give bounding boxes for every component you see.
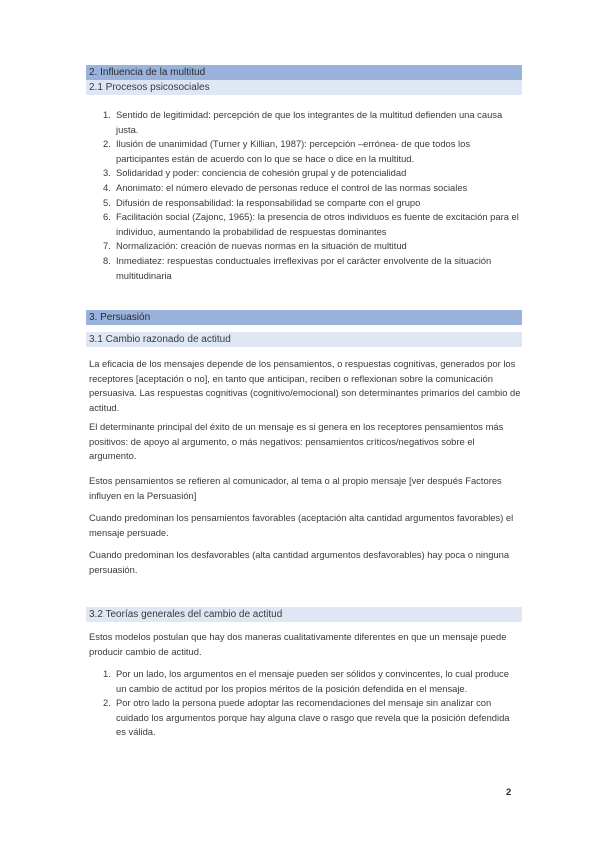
list-item: 4. Anonimato: el número elevado de personas reduce el control de las normas sociales bbox=[103, 181, 468, 193]
list-item: 8. Inmediatez: respuestas conductuales irreflexivas por el carácter envolvente de la situación multitudinaria bbox=[103, 254, 492, 281]
list-item: 2. Ilusión de unanimidad (Turner y Killian, 1987): percepción –errónea- de que todos los participantes están de acuerdo con lo que se hace o dice en la multitud. bbox=[103, 138, 471, 164]
list-item: 3. Solidaridad y poder: conciencia de cohesión grupal y de potencialidad bbox=[103, 167, 407, 179]
subsection-heading-procesos: 2.1 Procesos psicosociales bbox=[86, 80, 522, 95]
paragraph: El determinante principal del éxito de un mensaje es si genera en los receptores pensamientos más positivos: de apoyo al argumento, o más negativos: pensamientos críticos/negativos sobre el argumento. bbox=[89, 421, 504, 462]
subsection-heading-cambio-razonado: 3.1 Cambio razonado de actitud bbox=[86, 332, 522, 347]
list-item: 7. Normalización: creación de nuevas normas en la situación de multitud bbox=[103, 240, 407, 252]
paragraph: Estos pensamientos se refieren al comunicador, al tema o al propio mensaje [ver después Factores influyen en la Persuasión] bbox=[89, 475, 502, 501]
list-item: 6. Facilitación social (Zajonc, 1965): la presencia de otros individuos es fuente de excitación para el individuo, aumentando la probabilidad de respuestas dominantes bbox=[103, 211, 519, 237]
paragraph: Cuando predominan los pensamientos favorables (aceptación alta cantidad argumentos favorables) el mensaje persuade. bbox=[89, 512, 514, 538]
list-item: 1. Por un lado, los argumentos en el mensaje pueden ser sólidos y convincentes, lo cual produce un cambio de actitud por los propios méritos de la posición defendida en el mensaje. bbox=[103, 668, 509, 694]
subsection-heading-teorias: 3.2 Teorías generales del cambio de actitud bbox=[86, 607, 522, 622]
paragraph: La eficacia de los mensajes depende de los pensamientos, o respuestas cognitivas, generados por los receptores [aceptación o no], en tanto que anticipan, reciben o reflexionan sobre la comunicación persuasiva. Las respuestas cognitivas (cognitivo/emocional) son determinantes primarios del cambio de actitud. bbox=[89, 358, 521, 413]
list-item: 5. Difusión de responsabilidad: la responsabilidad se comparte con el grupo bbox=[103, 196, 421, 208]
paragraph: Cuando predominan los desfavorables (alta cantidad argumentos desfavorables) hay poca o ninguna persuasión. bbox=[89, 549, 510, 575]
section-heading-persuasion: 3. Persuasión bbox=[86, 310, 522, 325]
list-item: 2. Por otro lado la persona puede adoptar las recomendaciones del mensaje sin analizar con cuidado los argumentos porque hay alguna clave o rasgo que revela que la posición defendida es válida. bbox=[103, 697, 510, 738]
page-number: 2 bbox=[506, 787, 512, 798]
section-heading-influencia: 2. Influencia de la multitud bbox=[86, 65, 522, 80]
paragraph: Estos modelos postulan que hay dos maneras cualitativamente diferentes en que un mensaje puede producir cambio de actitud. bbox=[89, 631, 507, 657]
procesos-list bbox=[89, 108, 521, 283]
teorias-list bbox=[89, 667, 521, 740]
list-item: 1. Sentido de legitimidad: percepción de que los integrantes de la multitud defienden una causa justa. bbox=[103, 109, 503, 135]
